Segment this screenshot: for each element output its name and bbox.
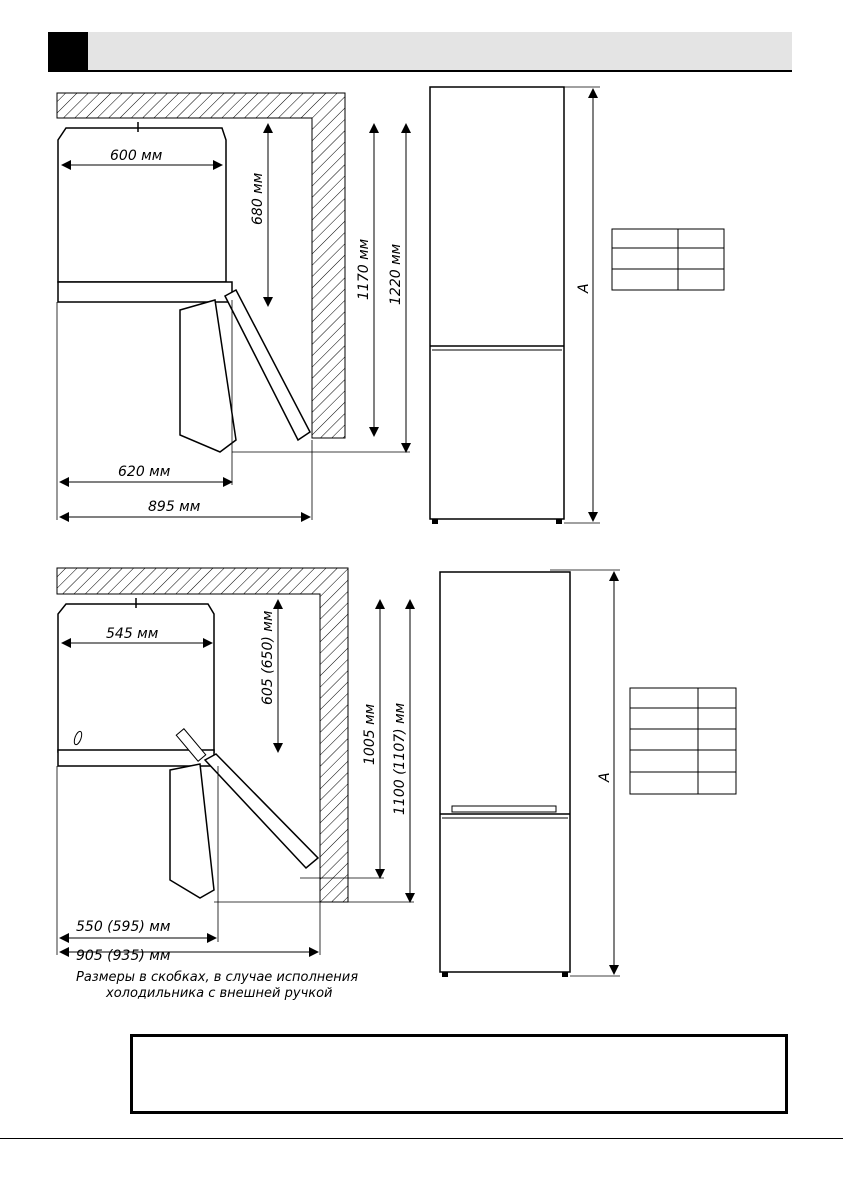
drawer-open [180,300,236,452]
top-front-view [430,87,724,524]
dim-width-label: 600 мм [110,148,163,164]
drawer-open-bottom [170,764,214,898]
dim-open-width-label: 620 мм [118,464,171,480]
fridge-door-closed [58,282,232,302]
note-box [130,1034,788,1114]
bottom-plan-view [57,568,414,1001]
dim-height-label-bottom: A [597,772,613,782]
height-table-bottom [630,688,736,794]
dim-door-depth-label-bottom: 1005 мм [362,703,378,765]
top-plan-view [57,93,410,520]
dim-open-width-label-bottom: 550 (595) мм [76,919,171,935]
dim-total-depth-label-bottom: 1100 (1107) мм [392,702,408,815]
dim-total-width-label-bottom: 905 (935) мм [76,948,171,964]
fridge-door-open-bottom [205,754,318,868]
fridge-door-open [225,290,310,440]
dim-width-label-bottom: 545 мм [106,626,159,642]
dim-total-width-label: 895 мм [148,499,201,515]
fridge-front-bottom [440,572,570,972]
dim-total-depth-label: 1220 мм [388,243,404,305]
dim-depth-label-bottom: 605 (650) мм [260,610,276,705]
footnote-line2: холодильника с внешней ручкой [106,986,333,1001]
dim-height-label: A [576,283,592,293]
dim-door-depth-label: 1170 мм [356,238,372,300]
footnote-line1: Размеры в скобках, в случае исполнения [76,970,359,985]
bottom-front-view [440,570,736,977]
footer-rule [0,1138,843,1139]
fridge-front [430,87,564,519]
dim-depth-label: 680 мм [250,172,266,225]
height-table [612,229,724,290]
